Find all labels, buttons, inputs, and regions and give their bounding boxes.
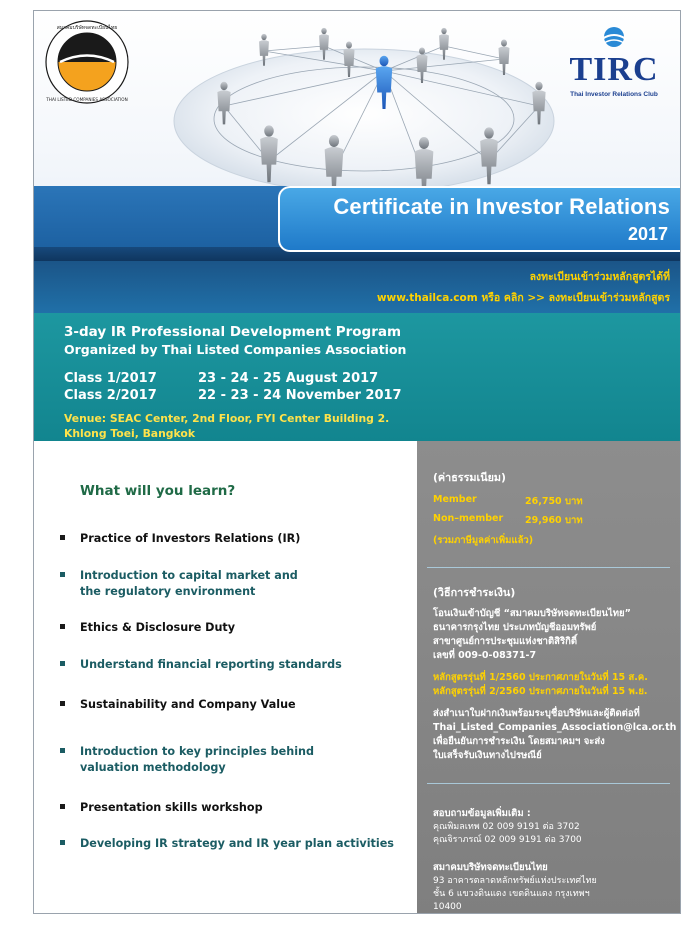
page-title: Certificate in Investor Relations [333, 194, 670, 219]
fee-nonmember: Non–member 29,960 บาท [433, 513, 583, 526]
address-line-3: 10400 [433, 902, 462, 912]
bullet-icon [60, 701, 65, 706]
payment-line-1: โอนเงินเข้าบัญชี “สมาคมบริษัทจดทะเบียนไทย” [433, 608, 631, 619]
venue [64, 411, 389, 441]
tirc-wave-icon [554, 21, 674, 51]
slip-email[interactable]: Thai_Listed_Companies_Association@lca.or.th [433, 722, 677, 733]
vat-note: (รวมภาษีมูลค่าเพิ่มแล้ว) [433, 535, 534, 546]
program-title: 3-day IR Professional Development Program [64, 324, 402, 340]
tirc-name: TIRC [569, 51, 659, 88]
payment-heading: (วิธีการชำระเงิน) [433, 586, 516, 599]
bullet-icon [60, 748, 65, 753]
deadline-2: หลักสูตรรุ่นที่ 2/2560 ประกาศภายในวันที่ 15 พ.ย. [433, 686, 648, 697]
program-organizer: Organized by Thai Listed Companies Association [64, 342, 407, 357]
bullet-icon [60, 572, 65, 577]
bullet-icon [60, 661, 65, 666]
fee-member: Member 26,750 บาท [433, 494, 583, 507]
info-panel [417, 441, 680, 914]
tirc-logo [554, 21, 674, 99]
contact-heading: สอบถามข้อมูลเพิ่มเติม : [433, 808, 531, 819]
class-row-1 [64, 371, 379, 386]
slip-line-3: ใบเสร็จรับเงินทางไปรษณีย์ [433, 750, 542, 761]
org-name: สมาคมบริษัทจดทะเบียนไทย [433, 862, 548, 873]
payment-line-2: ธนาคารกรุงไทย ประเภทบัญชีออมทรัพย์ [433, 622, 597, 633]
slip-line-2: เพื่อยืนยันการชำระเงิน โดยสมาคมฯ จะส่ง [433, 736, 605, 747]
slip-line-1: ส่งสำเนาใบฝากเงินพร้อมระบุชื่อบริษัทและผู้ติดต่อที่ [433, 708, 640, 719]
registration-link[interactable]: www.thailca.com หรือ คลิก >> ลงทะเบียนเข้าร่วมหลักสูตร [376, 292, 670, 304]
fees-heading: (ค่าธรรมเนียม) [433, 471, 506, 484]
title-banner [278, 186, 680, 252]
venue-line-2: Khlong Toei, Bangkok [64, 427, 195, 440]
title-year: 2017 [627, 224, 668, 244]
divider [427, 783, 670, 784]
tirc-subtitle: Thai Investor Relations Club [570, 91, 658, 98]
program-band [34, 313, 680, 441]
contact-person-1: คุณพิมลเทพ 02 009 9191 ต่อ 3702 [433, 822, 580, 832]
deadline-1: หลักสูตรรุ่นที่ 1/2560 ประกาศภายในวันที่ 15 ส.ค. [433, 672, 648, 683]
bullet-icon [60, 804, 65, 809]
brochure-page [33, 10, 681, 914]
registration-strip [34, 261, 680, 313]
learn-heading: What will you learn? [80, 483, 236, 499]
address-line-1: 93 อาคารตลาดหลักทรัพย์แห่งประเทศไทย [433, 876, 597, 886]
class-row-2 [64, 388, 402, 403]
account-number: เลขที่ 009-0-08371-7 [433, 650, 537, 661]
association-seal-icon [44, 19, 130, 105]
class-dates: 23 - 24 - 25 August 2017 [198, 371, 379, 386]
payment-line-3: สาขาศูนย์การประชุมแห่งชาติสิริกิติ์ [433, 636, 577, 647]
class-name: Class 1/2017 [64, 371, 157, 386]
svg-text:THAI LISTED COMPANIES ASSOCIAT: THAI LISTED COMPANIES ASSOCIATION [46, 97, 128, 102]
class-name: Class 2/2017 [64, 388, 157, 403]
divider [427, 567, 670, 568]
hero-header [34, 11, 680, 261]
venue-line-1: Venue: SEAC Center, 2nd Floor, FYI Center Building 2. [64, 412, 390, 425]
class-dates: 22 - 23 - 24 November 2017 [198, 388, 402, 403]
bullet-icon [60, 624, 65, 629]
registration-line-1: ลงทะเบียนเข้าร่วมหลักสูตรได้ที่ [529, 271, 670, 283]
bullet-icon [60, 840, 65, 845]
learning-section: What will you learn? Practice of Investors Relations (IR) Introduction to capital market and the regulatory environment Ethics & Disclosure Duty Understand financial reporting standards Sustainability and Company Value Introduction to key principles behind valuation methodology Presentation skills workshop Developing IR strategy and IR year plan activities [34, 441, 417, 914]
address-line-2: ชั้น 6 แขวงดินแดง เขตดินแดง กรุงเทพฯ [433, 889, 590, 899]
contact-person-2: คุณจิราภรณ์ 02 009 9191 ต่อ 3700 [433, 835, 582, 845]
bullet-icon [60, 535, 65, 540]
svg-text:สมาคมบริษัทจดทะเบียนไทย: สมาคมบริษัทจดทะเบียนไทย [56, 25, 118, 31]
